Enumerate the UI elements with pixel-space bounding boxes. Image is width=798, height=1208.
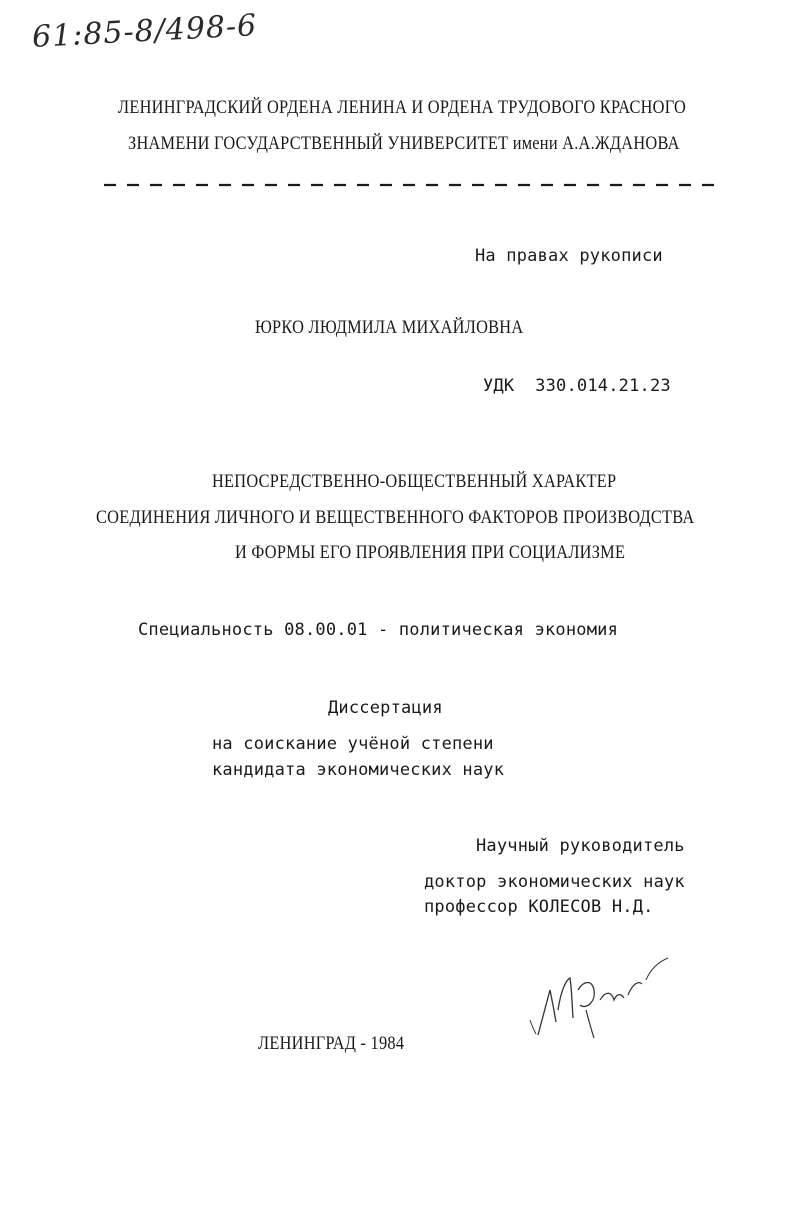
university-line-1: ЛЕНИНГРАДСКИЙ ОРДЕНА ЛЕНИНА И ОРДЕНА ТРУДОВОГО КРАСНОГО (118, 97, 687, 118)
manuscript-rights: На правах рукописи (475, 246, 663, 266)
title-line-1: НЕПОСРЕДСТВЕННО-ОБЩЕСТВЕННЫЙ ХАРАКТЕР (212, 471, 617, 492)
place-year: ЛЕНИНГРАД - 1984 (258, 1033, 405, 1054)
dissertation-degree-line-1: на соискание учёной степени (212, 734, 494, 754)
university-line-2: ЗНАМЕНИ ГОСУДАРСТВЕННЫЙ УНИВЕРСИТЕТ имени А.А.ЖДАНОВА (128, 133, 680, 154)
title-line-2: СОЕДИНЕНИЯ ЛИЧНОГО И ВЕЩЕСТВЕННОГО ФАКТОРОВ ПРОИЗВОДСТВА (96, 507, 695, 528)
signature (528, 950, 678, 1045)
supervisor-label: Научный руководитель (476, 836, 685, 856)
title-line-3: И ФОРМЫ ЕГО ПРОЯВЛЕНИЯ ПРИ СОЦИАЛИЗМЕ (235, 542, 626, 563)
dissertation-label: Диссертация (328, 698, 443, 718)
dissertation-degree-line-2: кандидата экономических наук (212, 760, 505, 780)
udc-code: УДК 330.014.21.23 (483, 376, 671, 396)
specialty: Специальность 08.00.01 - политическая экономия (138, 620, 619, 640)
supervisor-degree: доктор экономических наук (424, 872, 685, 892)
author-name: ЮРКО ЛЮДМИЛА МИХАЙЛОВНА (255, 317, 524, 338)
archive-mark: 61:85-8/498-6 (31, 8, 259, 55)
supervisor-name: профессор КОЛЕСОВ Н.Д. (424, 897, 654, 917)
dashed-divider (104, 183, 714, 187)
